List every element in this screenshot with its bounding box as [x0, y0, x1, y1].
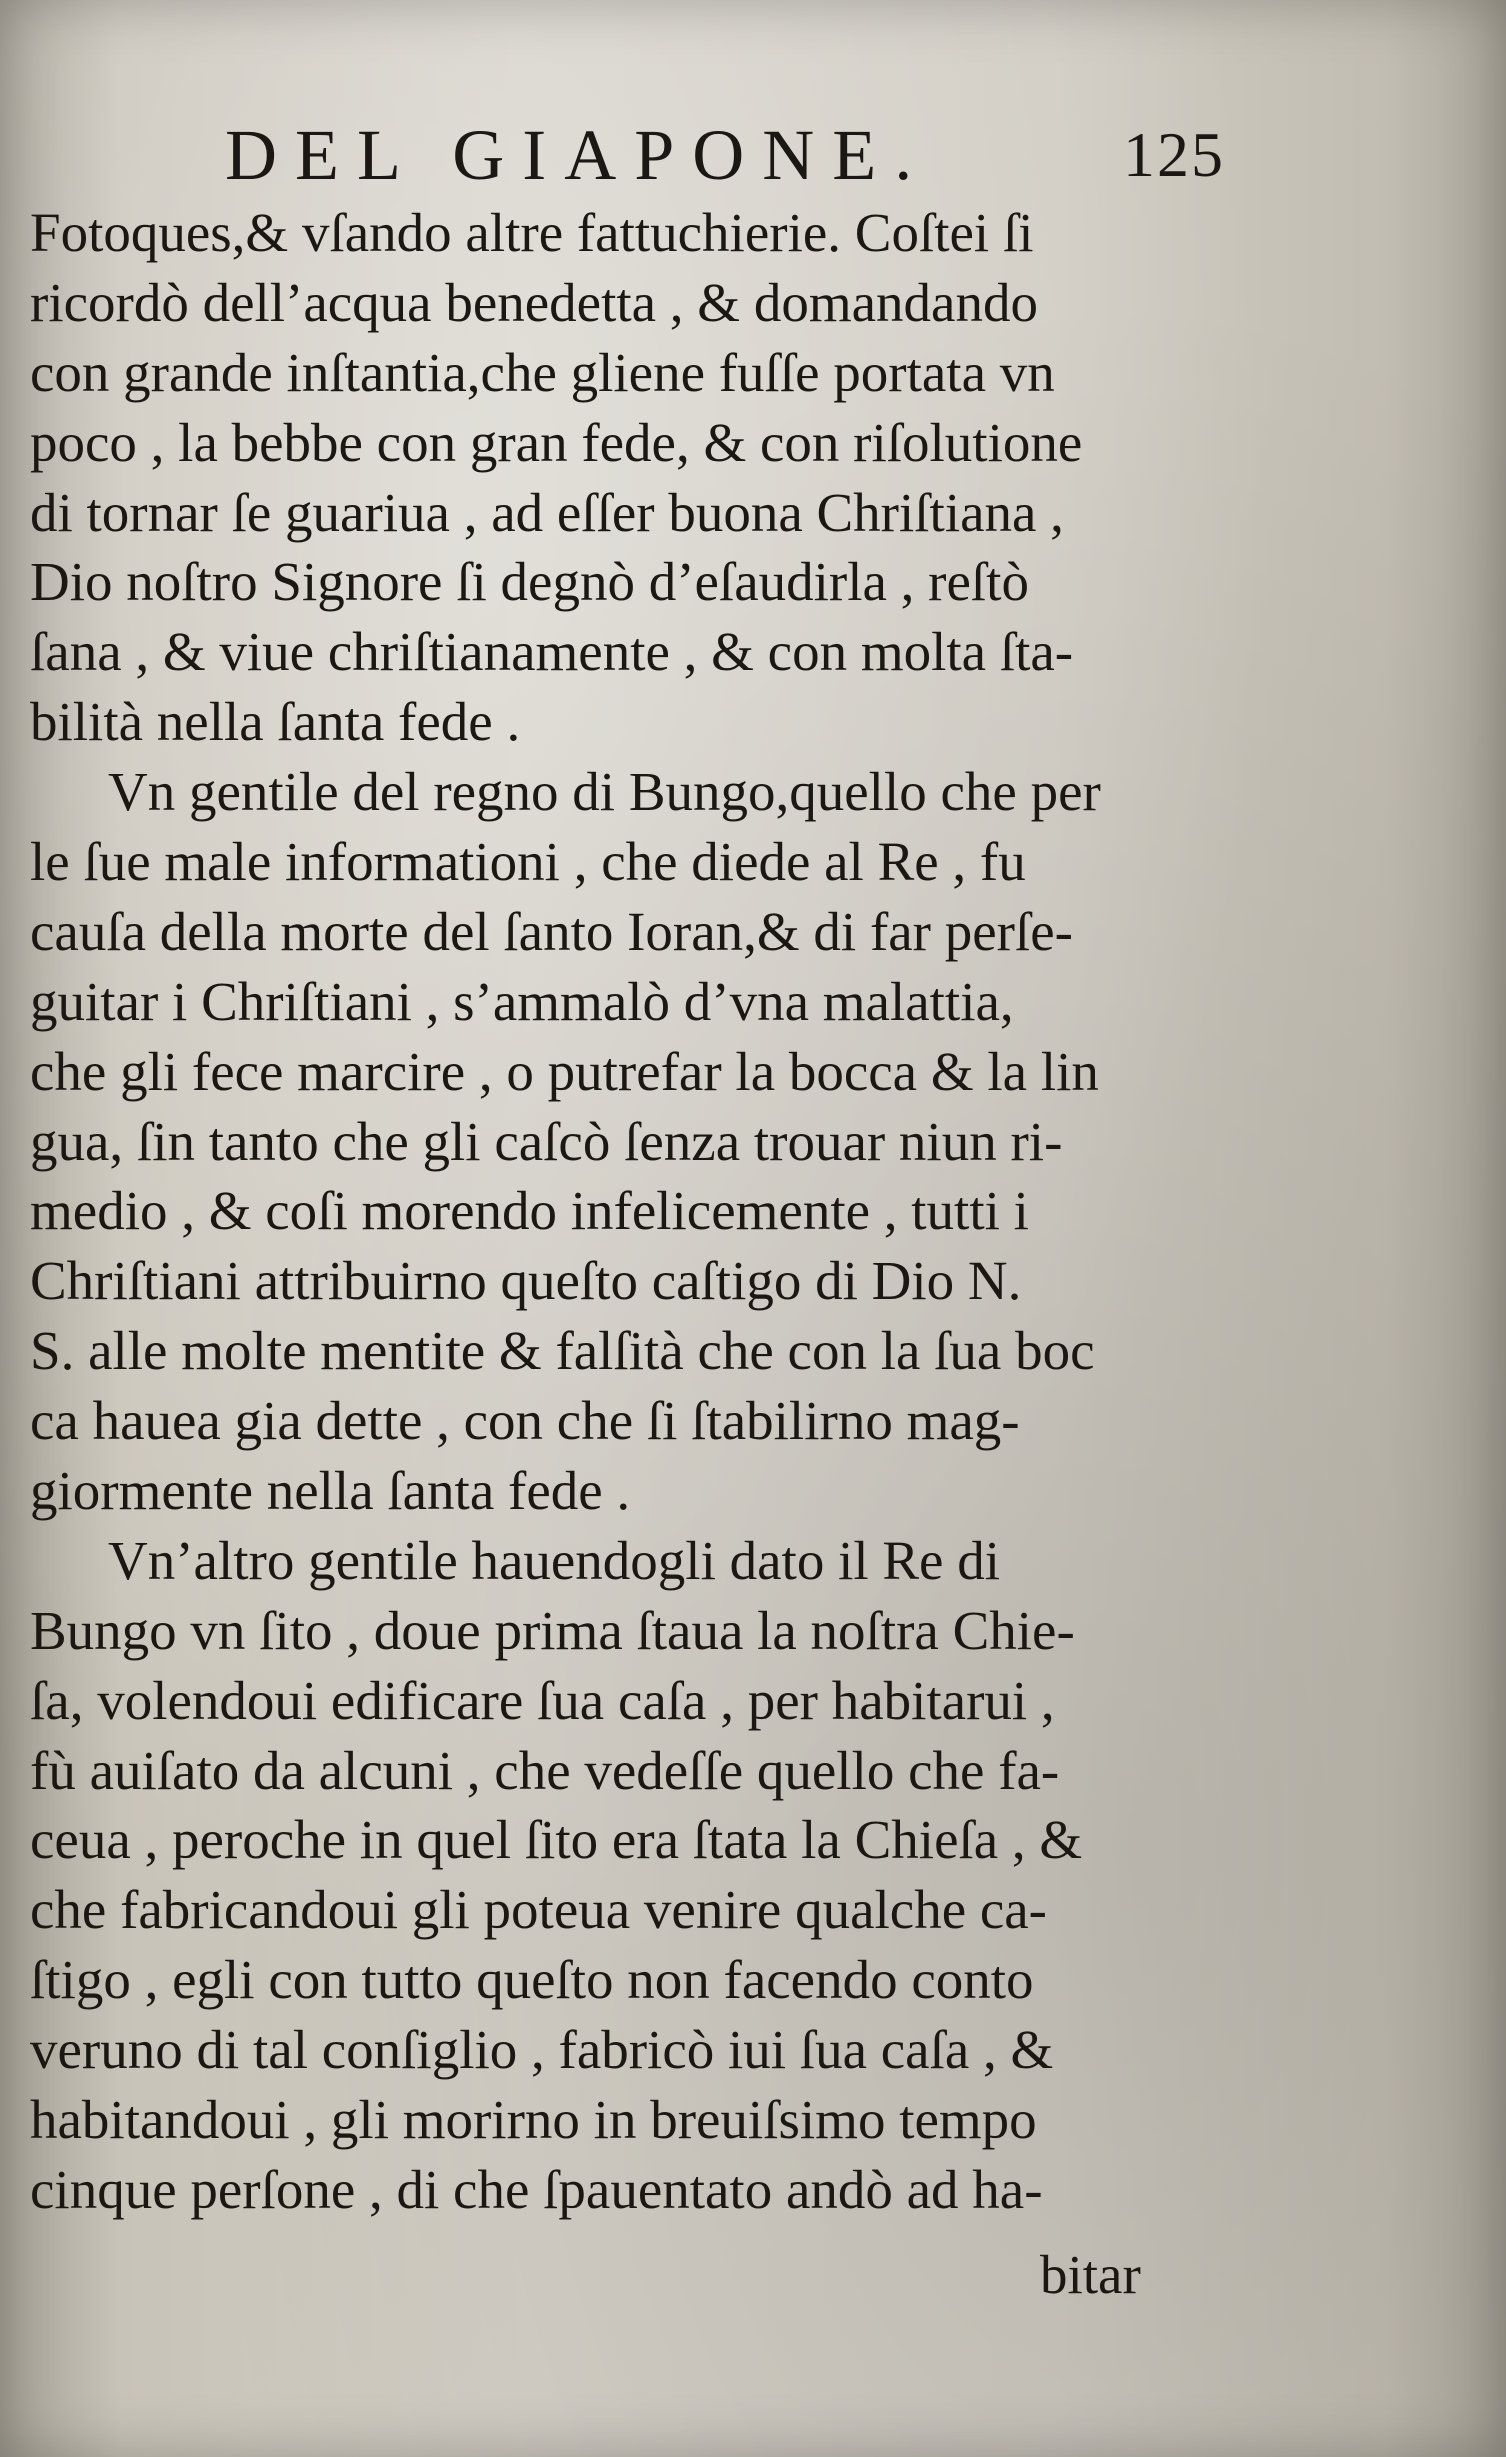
text-line: ceua , peroche in quel ſito era ſtata la Chieſa , &: [30, 1809, 1083, 1871]
text-line: cinque perſone , di che ſpauentato andò ad ha-: [30, 2158, 1043, 2220]
text-line: ca hauea gia dette , con che ſi ſtabilirno mag-: [30, 1390, 1020, 1452]
text-line: S. alle molte mentite & falſità che con la ſua boc: [30, 1320, 1095, 1382]
text-line: bilità nella ſanta fede .: [30, 691, 521, 753]
catchword: bitar: [1040, 2244, 1141, 2305]
text-line: Dio noſtro Signore ſi degnò d’eſaudirla , reſtò: [30, 551, 1029, 613]
text-line: Fotoques,& vſando altre fattuchierie. Coſtei ſi: [30, 202, 1034, 263]
running-title: DEL GIAPONE.: [225, 115, 931, 195]
text-line: che gli fece marcire , o putrefar la bocca & la lin: [30, 1040, 1099, 1102]
text-line: veruno di tal conſiglio , fabricò iui ſua caſa , &: [30, 2019, 1054, 2081]
text-line: poco , la bebbe con gran fede, & con riſolutione: [30, 411, 1083, 473]
text-line: giormente nella ſanta fede .: [30, 1460, 631, 1522]
text-line: medio , & coſi morendo infelicemente , tutti i: [30, 1180, 1029, 1242]
text-line: Bungo vn ſito , doue prima ſtaua la noſtra Chie-: [30, 1599, 1075, 1661]
body-text: [30, 198, 1240, 2225]
text-line: che fabricandoui gli poteua venire qualche ca-: [30, 1879, 1047, 1941]
text-line: con grande inſtantia,che gliene fuſſe portata vn: [30, 341, 1055, 403]
text-line: fù auiſato da alcuni , che vedeſſe quello che fa-: [30, 1739, 1060, 1801]
text-line: ricordò dell’acqua benedetta , & domandando: [30, 271, 1038, 333]
page-number: 125: [1123, 119, 1225, 190]
text-line: gua, ſin tanto che gli caſcò ſenza trouar niun ri-: [30, 1110, 1063, 1172]
text-line: ſtigo , egli con tutto queſto non facendo conto: [30, 1949, 1034, 2011]
text-line: di tornar ſe guariua , ad eſſer buona Chriſtiana ,: [30, 481, 1064, 543]
text-line: ſa, volendoui edificare ſua caſa , per habitarui ,: [30, 1669, 1055, 1731]
text-line: guitar i Chriſtiani , s’ammalò d’vna malattia,: [30, 970, 1014, 1032]
paragraph-start-line: Vn’altro gentile hauendogli dato il Re di: [108, 1529, 1001, 1591]
text-line: ſana , & viue chriſtianamente , & con molta ſta-: [30, 621, 1074, 683]
running-head: [225, 110, 1225, 200]
text-line: Chriſtiani attribuirno queſto caſtigo di Dio N.: [30, 1250, 1022, 1312]
text-line: le ſue male informationi , che diede al Re , fu: [30, 831, 1026, 893]
text-line: habitandoui , gli morirno in breuiſsimo tempo: [30, 2089, 1037, 2151]
text-line: cauſa della morte del ſanto Ioran,& di far perſe-: [30, 900, 1073, 962]
paragraph-start-line: Vn gentile del regno di Bungo,quello che per: [108, 761, 1101, 823]
